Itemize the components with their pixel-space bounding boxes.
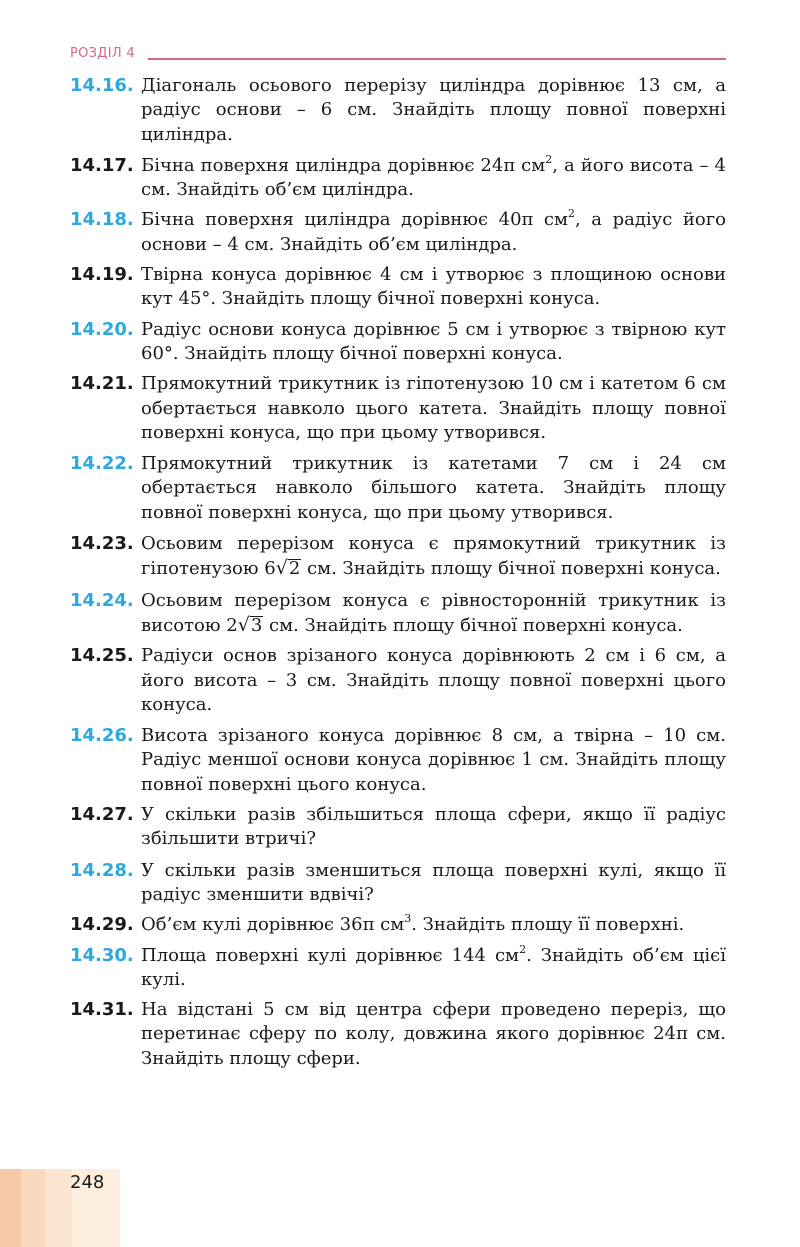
problem-number: 14.18.	[70, 209, 134, 231]
problem-text: Осьовим перерізом конуса є рівносторонній трикутник із висотою 2√3 см. Знайдіть площу бічної поверхні конуса.	[141, 589, 726, 636]
problem-item	[70, 208, 726, 257]
problem-number: 14.16.	[70, 75, 134, 96]
problem-number: 14.25.	[70, 645, 134, 667]
problem-text: Радіуси основ зрізаного конуса дорівнюють 2 см і 6 см, а його висота – 3 см. Знайдіть площу повної поверхні цього конуса.	[141, 645, 726, 715]
header-rule	[148, 58, 726, 60]
problem-text: На відстані 5 см від центра сфери проведено переріз, що перетинає сферу по колу, довжина якого дорівнює 24π см. Знайдіть площу сфери.	[141, 999, 726, 1069]
problem-number: 14.31.	[70, 999, 134, 1021]
problem-number: 14.29.	[70, 914, 134, 936]
page-header	[70, 44, 726, 66]
problem-number: 14.24.	[70, 589, 134, 611]
problem-number: 14.30.	[70, 944, 134, 966]
problem-text: Площа поверхні кулі дорівнює 144 $см^2$. Знайдіть об’єм цієї кулі.	[141, 942, 726, 990]
problem-item	[70, 589, 726, 639]
problem-number: 14.20.	[70, 318, 134, 340]
problem-item	[70, 318, 726, 367]
problem-text: Бічна поверхня циліндра дорівнює 40π $см^2$, а радіус його основи – 4 см. Знайдіть об’єм циліндра.	[141, 207, 726, 255]
problem-item	[70, 859, 726, 908]
section-label: РОЗДІЛ 4	[70, 46, 135, 61]
problem-number: 14.21.	[70, 373, 134, 395]
problem-text: Твірна конуса дорівнює 4 см і утворює з площиною основи кут 45°. Знайдіть площу бічної поверхні конуса.	[141, 264, 726, 310]
problem-text: У скільки разів збільшиться площа сфери, якщо її радіус збільшити втричі?	[141, 804, 726, 850]
problem-text: Осьовим перерізом конуса є прямокутний трикутник із гіпотенузою 6√2 см. Знайдіть площу бічної поверхні конуса.	[141, 533, 726, 580]
problem-text: Бічна поверхня циліндра дорівнює 24π $см^2$, а його висота – 4 см. Знайдіть об’єм циліндра.	[141, 152, 726, 201]
problem-text: Діагональ осьового перерізу циліндра дорівнює 13 см, а радіус основи – 6 см. Знайдіть площу повної поверхні циліндра.	[141, 75, 726, 145]
problem-item	[70, 944, 726, 993]
problem-item	[70, 998, 726, 1071]
problem-item	[70, 532, 726, 582]
problem-number: 14.23.	[70, 533, 134, 555]
problem-number: 14.27.	[70, 804, 134, 826]
problem-number: 14.26.	[70, 725, 134, 747]
page-number: 248	[70, 1172, 105, 1193]
problem-text: Радіус основи конуса дорівнює 5 см і утворює з твірною кут 60°. Знайдіть площу бічної поверхні конуса.	[141, 318, 726, 364]
problem-text: Об’єм кулі дорівнює 36π $см^3$. Знайдіть площу її поверхні.	[141, 912, 685, 936]
problem-number: 14.17.	[70, 154, 134, 176]
problem-list	[70, 74, 726, 1071]
problem-number: 14.22.	[70, 453, 134, 475]
problem-number: 14.19.	[70, 264, 134, 286]
problem-item	[70, 644, 726, 717]
problem-item	[70, 74, 726, 147]
problem-item	[70, 263, 726, 312]
problem-text: Прямокутний трикутник із катетами 7 см і 24 см обертається навколо більшого катета. Знайдіть площу повної поверхні конуса, що при цьому утворився.	[141, 453, 726, 523]
problem-item	[70, 154, 726, 203]
problem-item	[70, 724, 726, 797]
problem-text: Висота зрізаного конуса дорівнює 8 см, а твірна – 10 см. Радіус меншої основи конуса дорівнює 1 см. Знайдіть площу повної поверхні цього конуса.	[141, 725, 726, 795]
problem-number: 14.28.	[70, 859, 134, 881]
problem-text: У скільки разів зменшиться площа поверхні кулі, якщо її радіус зменшити вдвічі?	[141, 859, 726, 905]
problem-item	[70, 452, 726, 525]
problem-text: Прямокутний трикутник із гіпотенузою 10 см і катетом 6 см обертається навколо цього катета. Знайдіть площу повної поверхні конуса, що при цьому утворився.	[141, 373, 726, 443]
problem-item	[70, 372, 726, 445]
problem-item	[70, 803, 726, 852]
problem-item	[70, 913, 726, 937]
